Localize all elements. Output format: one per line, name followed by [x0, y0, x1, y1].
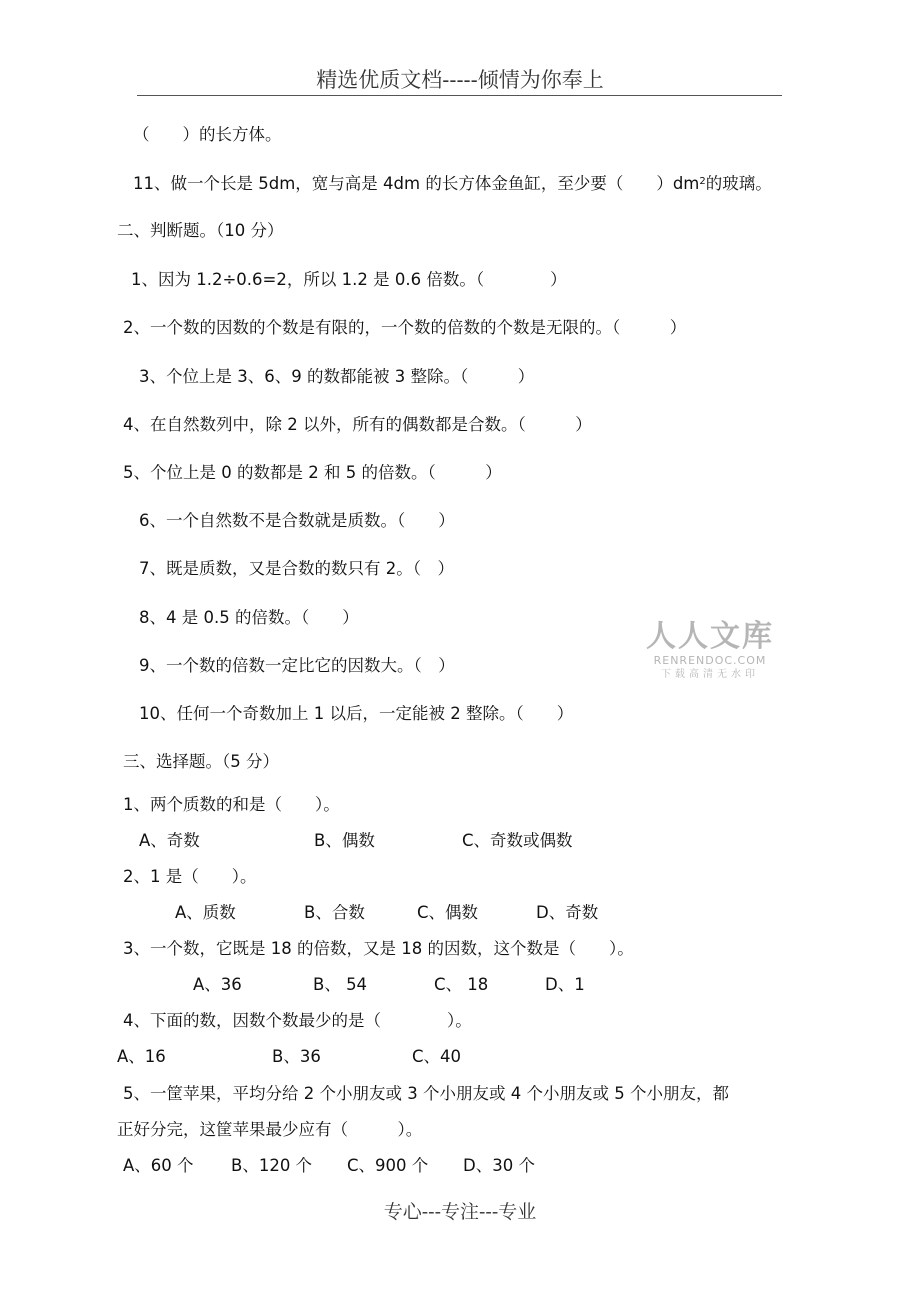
- question-11-suffix: 的玻璃。: [705, 174, 772, 193]
- choice-question-3: 3、一个数，它既是 18 的倍数，又是 18 的因数，这个数是（ ）。: [123, 939, 634, 958]
- page-footer: 专心---专注---专业: [383, 1201, 537, 1223]
- choice-1-option-b: B、偶数: [314, 831, 375, 850]
- judge-item-2: 2、一个数的因数的个数是有限的，一个数的倍数的个数是无限的。（ ）: [123, 318, 687, 337]
- page-header: 精选优质文档-----倾情为你奉上: [316, 68, 604, 92]
- judge-item-6: 6、一个自然数不是合数就是质数。（ ）: [139, 511, 455, 530]
- judge-item-3: 3、个位上是 3、6、9 的数都能被 3 整除。（ ）: [139, 367, 535, 386]
- choice-4-option-b: B、36: [272, 1047, 321, 1066]
- choice-5-option-a: A、60 个: [123, 1156, 194, 1175]
- judge-item-5: 5、个位上是 0 的数都是 2 和 5 的倍数。（ ）: [123, 463, 502, 482]
- choice-5-option-b: B、120 个: [231, 1156, 313, 1175]
- choice-3-option-b: B、 54: [313, 975, 368, 994]
- judge-item-4: 4、在自然数列中，除 2 以外，所有的偶数都是合数。（ ）: [123, 415, 592, 434]
- choice-2-option-c: C、偶数: [417, 903, 479, 922]
- question-11: [133, 173, 772, 195]
- choice-2-option-d: D、奇数: [536, 903, 599, 922]
- choice-3-option-a: A、36: [193, 975, 242, 994]
- section-2-title: 二、判断题。（10 分）: [117, 221, 284, 240]
- choice-5-option-d: D、30 个: [463, 1156, 535, 1175]
- section-3-title: 三、选择题。（5 分）: [123, 752, 279, 771]
- judge-item-8: 8、4 是 0.5 的倍数。（ ）: [139, 608, 359, 627]
- choice-question-2: 2、1 是（ ）。: [123, 867, 257, 886]
- choice-question-5-cont: 正好分完，这筐苹果最少应有（ ）。: [117, 1120, 423, 1139]
- question-11-text: 11、做一个长是 5dm，宽与高是 4dm 的长方体金鱼缸，至少要（ ）dm: [133, 174, 700, 193]
- watermark-title: 人人文库: [646, 619, 774, 654]
- choice-question-4: 4、下面的数，因数个数最少的是（ ）。: [123, 1011, 472, 1030]
- choice-question-5: 5、一筐苹果，平均分给 2 个小朋友或 3 个小朋友或 4 个小朋友或 5 个小朋友，都: [123, 1084, 729, 1103]
- choice-question-1: 1、两个质数的和是（ ）。: [123, 795, 340, 814]
- header-rule: [137, 95, 782, 96]
- judge-item-1: 1、因为 1.2÷0.6=2，所以 1.2 是 0.6 倍数。（ ）: [131, 270, 567, 289]
- choice-5-option-c: C、900 个: [347, 1156, 429, 1175]
- choice-1-option-a: A、奇数: [139, 831, 200, 850]
- judge-item-9: 9、一个数的倍数一定比它的因数大。（ ）: [139, 656, 455, 675]
- choice-1-option-c: C、奇数或偶数: [462, 831, 573, 850]
- watermark-slogan: 下载高清无水印: [661, 669, 759, 680]
- choice-3-option-c: C、 18: [434, 975, 489, 994]
- continuation-line: （ ）的长方体。: [133, 125, 282, 144]
- watermark-domain: RENRENDOC.COM: [653, 654, 767, 667]
- choice-4-option-a: A、16: [117, 1047, 166, 1066]
- judge-item-10: 10、任何一个奇数加上 1 以后，一定能被 2 整除。（ ）: [139, 704, 574, 723]
- choice-3-option-d: D、1: [545, 975, 585, 994]
- choice-4-option-c: C、40: [412, 1047, 462, 1066]
- judge-item-7: 7、既是质数，又是合数的数只有 2。（ ）: [139, 559, 454, 578]
- watermark-logo: [640, 620, 780, 682]
- square-superscript: 2: [699, 176, 706, 187]
- choice-2-option-b: B、合数: [304, 903, 365, 922]
- choice-2-option-a: A、质数: [175, 903, 236, 922]
